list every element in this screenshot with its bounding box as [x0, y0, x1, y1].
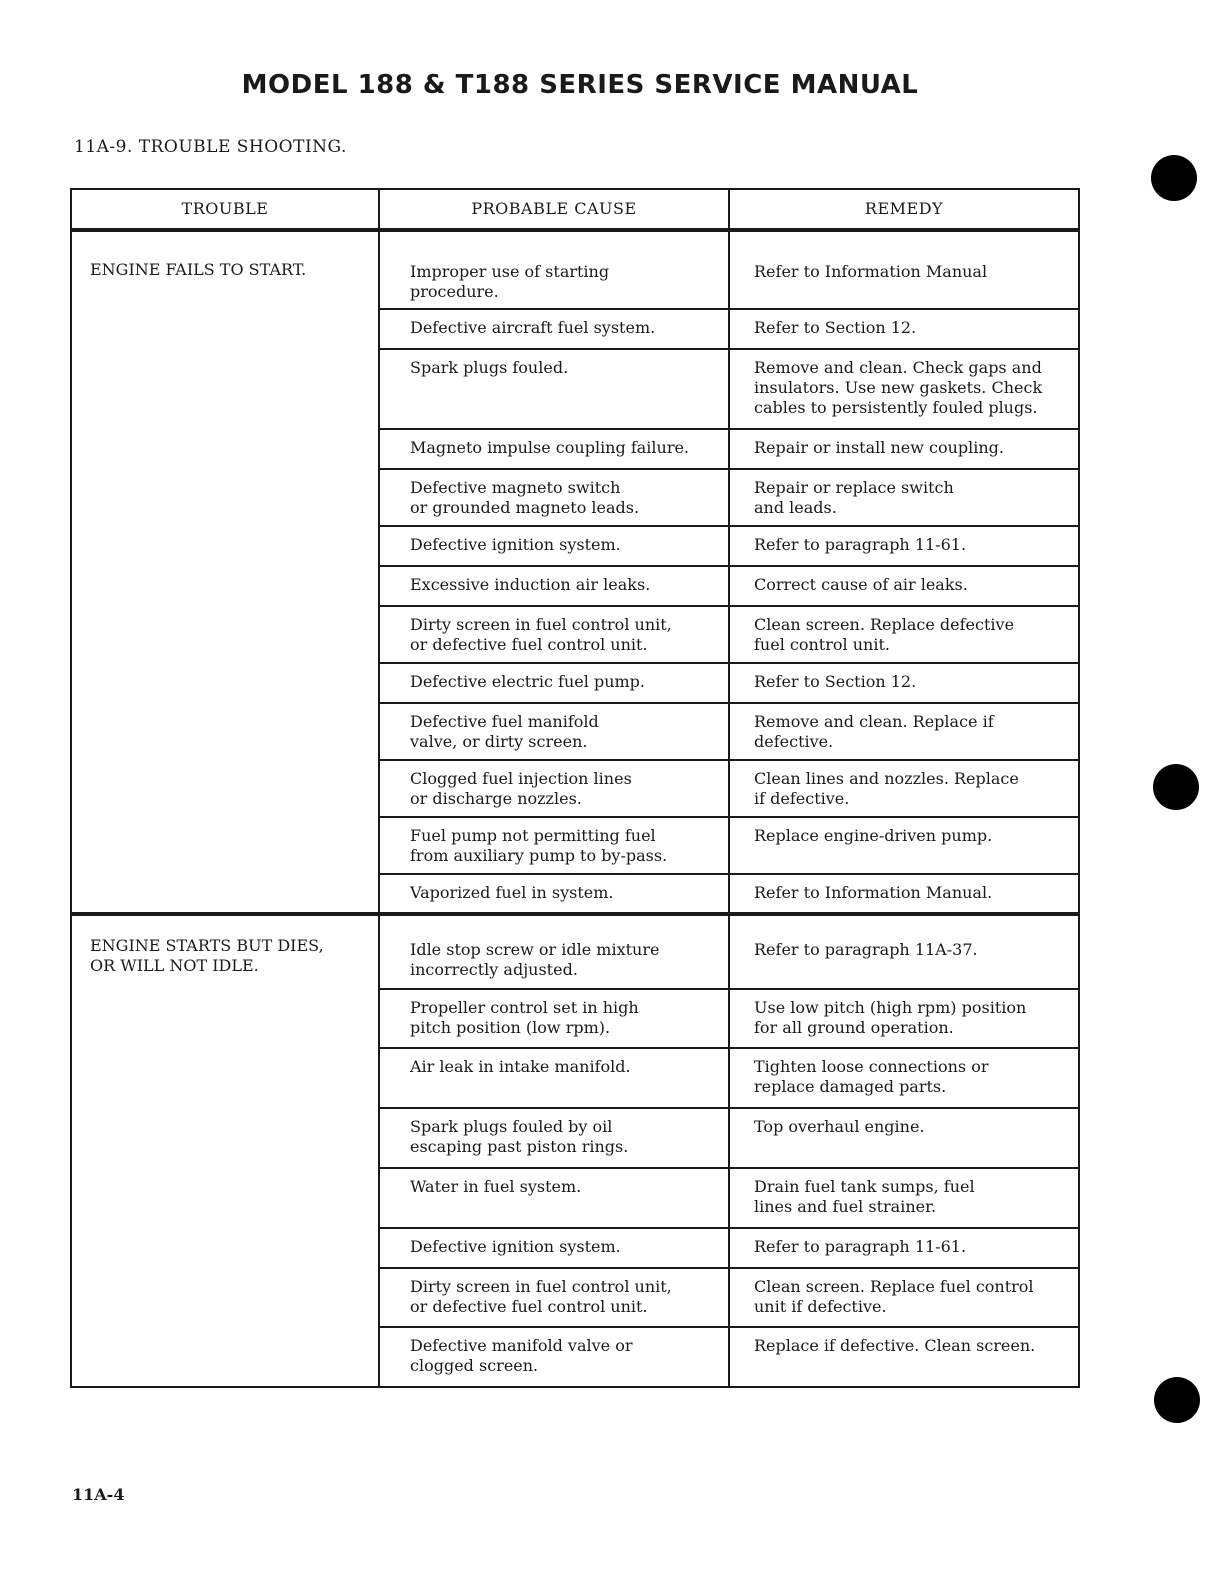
page-number: 11A-4 — [72, 1485, 125, 1504]
remedy-text: Refer to paragraph 11-61. — [754, 535, 967, 554]
cause-text: Defective aircraft fuel system. — [410, 318, 656, 337]
cause-cell — [379, 566, 729, 606]
remedy-text: Correct cause of air leaks. — [754, 575, 968, 594]
remedy-text: Repair or install new coupling. — [754, 438, 1004, 457]
cause-text: Clogged fuel injection lines or discharge nozzles. — [410, 769, 632, 808]
remedy-cell — [729, 349, 1079, 429]
cause-cell — [379, 1168, 729, 1228]
cause-text: Propeller control set in high pitch position (low rpm). — [410, 998, 639, 1037]
cause-cell — [379, 874, 729, 914]
remedy-cell — [729, 1048, 1079, 1108]
trouble-cell — [71, 914, 379, 1387]
remedy-cell — [729, 663, 1079, 703]
remedy-cell — [729, 1327, 1079, 1387]
column-header-trouble: TROUBLE — [71, 189, 379, 230]
remedy-text: Drain fuel tank sumps, fuel lines and fuel strainer. — [754, 1177, 975, 1216]
remedy-cell — [729, 309, 1079, 349]
binder-hole-middle — [1153, 764, 1199, 810]
cause-text: Dirty screen in fuel control unit, or defective fuel control unit. — [410, 1277, 672, 1316]
cause-text: Magneto impulse coupling failure. — [410, 438, 690, 457]
remedy-cell — [729, 469, 1079, 526]
cause-cell — [379, 606, 729, 663]
cause-cell — [379, 1327, 729, 1387]
cause-cell — [379, 817, 729, 874]
trouble-shooting-table — [70, 188, 1080, 1388]
remedy-text: Replace if defective. Clean screen. — [754, 1336, 1036, 1355]
column-header-remedy: REMEDY — [729, 189, 1079, 230]
cause-text: Spark plugs fouled. — [410, 358, 569, 377]
remedy-cell — [729, 606, 1079, 663]
remedy-text: Refer to Section 12. — [754, 672, 917, 691]
cause-cell — [379, 914, 729, 989]
cause-cell — [379, 230, 729, 309]
table-row — [71, 230, 1079, 309]
remedy-text: Top overhaul engine. — [754, 1117, 925, 1136]
trouble-text: ENGINE FAILS TO START. — [90, 260, 307, 279]
cause-text: Defective electric fuel pump. — [410, 672, 645, 691]
remedy-text: Remove and clean. Replace if defective. — [754, 712, 994, 751]
remedy-text: Clean screen. Replace fuel control unit if defective. — [754, 1277, 1034, 1316]
table-header-row — [71, 189, 1079, 230]
cause-text: Defective magneto switch or grounded magneto leads. — [410, 478, 640, 517]
cause-text: Water in fuel system. — [410, 1177, 582, 1196]
remedy-text: Tighten loose connections or replace damaged parts. — [754, 1057, 989, 1096]
remedy-cell — [729, 566, 1079, 606]
column-header-probable-cause: PROBABLE CAUSE — [379, 189, 729, 230]
binder-hole-top — [1151, 155, 1197, 201]
cause-cell — [379, 989, 729, 1048]
trouble-group-fails-to-start — [71, 230, 1079, 914]
cause-text: Defective ignition system. — [410, 535, 621, 554]
remedy-cell — [729, 1108, 1079, 1168]
remedy-text: Refer to Information Manual — [754, 262, 988, 281]
remedy-cell — [729, 874, 1079, 914]
cause-cell — [379, 1108, 729, 1168]
cause-text: Vaporized fuel in system. — [410, 883, 614, 902]
page-title: MODEL 188 & T188 SERIES SERVICE MANUAL — [241, 70, 919, 100]
remedy-cell — [729, 1228, 1079, 1268]
remedy-text: Clean lines and nozzles. Replace if defective. — [754, 769, 1019, 808]
cause-cell — [379, 469, 729, 526]
remedy-cell — [729, 429, 1079, 469]
remedy-cell — [729, 989, 1079, 1048]
remedy-text: Repair or replace switch and leads. — [754, 478, 954, 517]
section-heading: 11A-9. TROUBLE SHOOTING. — [74, 137, 347, 157]
remedy-text: Refer to Information Manual. — [754, 883, 993, 902]
cause-cell — [379, 760, 729, 817]
cause-cell — [379, 526, 729, 566]
remedy-cell — [729, 230, 1079, 309]
remedy-text: Remove and clean. Check gaps and insulators. Use new gaskets. Check cables to persistently fouled plugs. — [754, 358, 1043, 417]
cause-cell — [379, 1228, 729, 1268]
cause-cell — [379, 1048, 729, 1108]
cause-cell — [379, 1268, 729, 1327]
remedy-cell — [729, 1168, 1079, 1228]
cause-text: Defective fuel manifold valve, or dirty screen. — [410, 712, 599, 751]
cause-cell — [379, 309, 729, 349]
remedy-text: Replace engine-driven pump. — [754, 826, 993, 845]
remedy-text: Refer to paragraph 11-61. — [754, 1237, 967, 1256]
remedy-text: Clean screen. Replace defective fuel control unit. — [754, 615, 1015, 654]
cause-cell — [379, 703, 729, 760]
cause-text: Fuel pump not permitting fuel from auxiliary pump to by-pass. — [410, 826, 668, 865]
cause-text: Defective ignition system. — [410, 1237, 621, 1256]
cause-text: Improper use of starting procedure. — [410, 262, 610, 301]
binder-hole-bottom — [1154, 1377, 1200, 1423]
remedy-cell — [729, 760, 1079, 817]
cause-text: Excessive induction air leaks. — [410, 575, 651, 594]
cause-text: Defective manifold valve or clogged screen. — [410, 1336, 633, 1375]
cause-cell — [379, 349, 729, 429]
cause-text: Air leak in intake manifold. — [410, 1057, 631, 1076]
remedy-text: Use low pitch (high rpm) position for all ground operation. — [754, 998, 1027, 1037]
cause-text: Idle stop screw or idle mixture incorrectly adjusted. — [410, 940, 660, 979]
cause-cell — [379, 663, 729, 703]
cause-cell — [379, 429, 729, 469]
remedy-cell — [729, 914, 1079, 989]
table-row — [71, 914, 1079, 989]
remedy-cell — [729, 817, 1079, 874]
trouble-group-starts-but-dies — [71, 914, 1079, 1387]
trouble-text: ENGINE STARTS BUT DIES, OR WILL NOT IDLE. — [90, 936, 324, 975]
remedy-cell — [729, 526, 1079, 566]
remedy-cell — [729, 1268, 1079, 1327]
cause-text: Spark plugs fouled by oil escaping past piston rings. — [410, 1117, 629, 1156]
remedy-text: Refer to paragraph 11A-37. — [754, 940, 978, 959]
remedy-text: Refer to Section 12. — [754, 318, 917, 337]
trouble-cell — [71, 230, 379, 914]
remedy-cell — [729, 703, 1079, 760]
cause-text: Dirty screen in fuel control unit, or defective fuel control unit. — [410, 615, 672, 654]
